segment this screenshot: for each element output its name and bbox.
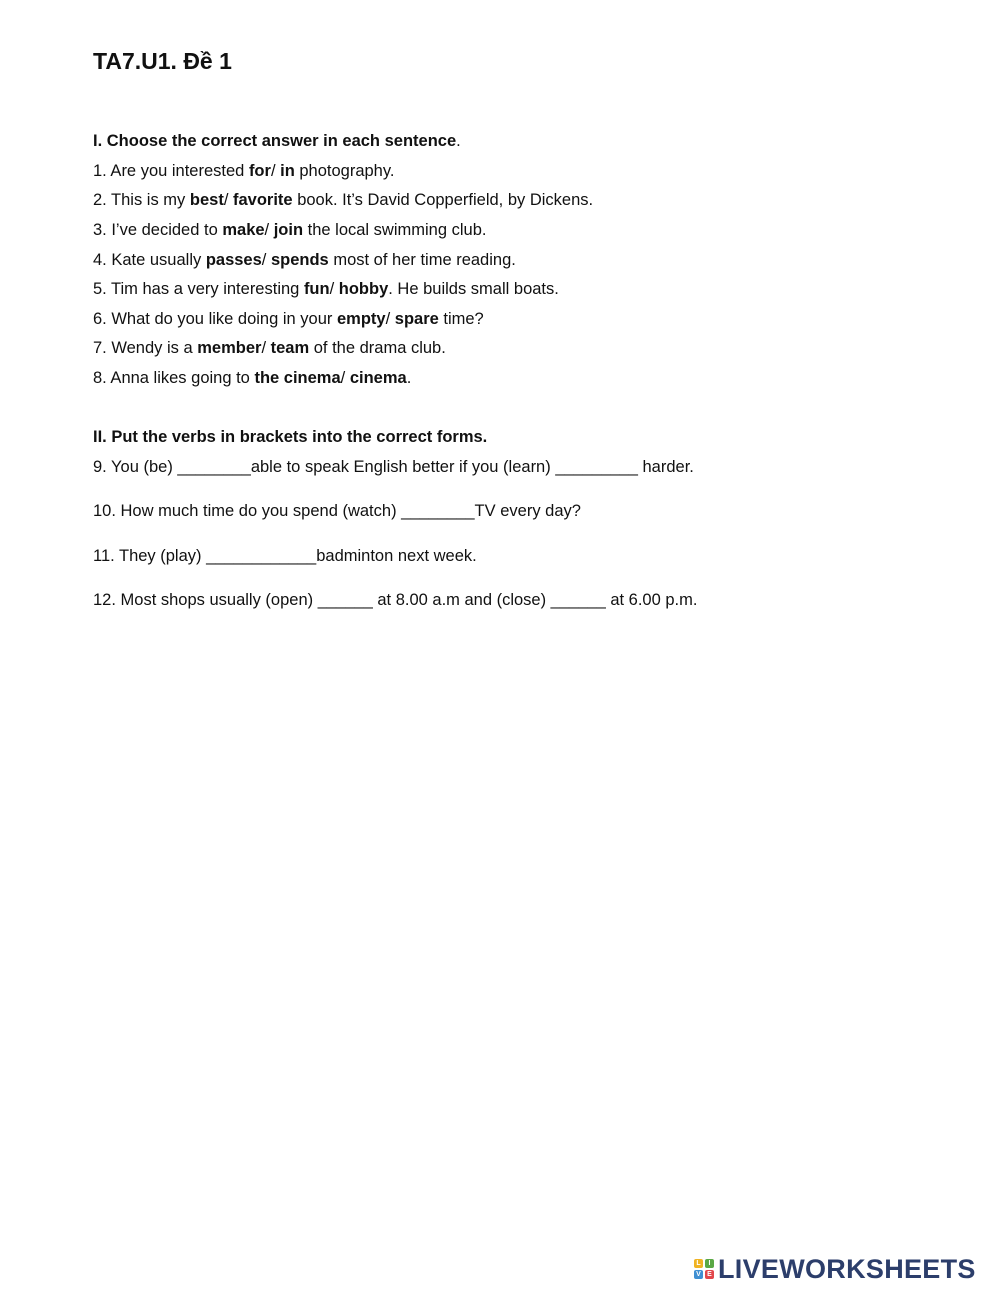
option-a: for <box>248 162 271 180</box>
option-b: hobby <box>338 280 389 298</box>
option-a: member <box>197 339 262 357</box>
option-a: empty <box>336 310 386 328</box>
question-5: 5. Tim has a very interesting fun/ hobby. He builds small boats. <box>93 280 559 298</box>
option-b: join <box>273 221 304 239</box>
option-b: in <box>280 162 295 180</box>
question-9: 9. You (be) ________able to speak English better if you (learn) _________ harder. <box>93 458 694 476</box>
logo-text: LIVEWORKSHEETS <box>718 1254 976 1284</box>
section-1-heading-text: I. Choose the correct answer in each sentence <box>93 132 457 150</box>
question-3: 3. I’ve decided to make/ join the local swimming club. <box>93 221 487 239</box>
liveworksheets-logo <box>694 1255 976 1283</box>
question-10: 10. How much time do you spend (watch) ________TV every day? <box>93 502 581 520</box>
option-a: the cinema <box>254 369 341 387</box>
question-7: 7. Wendy is a member/ team of the drama club. <box>93 339 446 357</box>
question-11: 11. They (play) ____________badminton next week. <box>93 547 477 565</box>
question-6: 6. What do you like doing in your empty/ spare time? <box>93 310 484 328</box>
option-b: favorite <box>233 191 293 209</box>
option-b: spare <box>394 310 439 328</box>
option-a: passes <box>205 251 262 269</box>
question-2: 2. This is my best/ favorite book. It’s David Copperfield, by Dickens. <box>93 191 594 209</box>
option-a: make <box>222 221 265 239</box>
question-4: 4. Kate usually passes/ spends most of her time reading. <box>93 251 516 269</box>
option-b: spends <box>270 251 329 269</box>
option-b: cinema <box>349 369 407 387</box>
option-b: team <box>270 339 310 357</box>
question-12: 12. Most shops usually (open) ______ at 8.00 a.m and (close) ______ at 6.00 p.m. <box>93 591 698 609</box>
section-2-heading: II. Put the verbs in brackets into the correct forms. <box>93 428 488 446</box>
question-1: 1. Are you interested for/ in photography. <box>93 162 395 180</box>
logo-blocks-icon: L I V E <box>694 1259 714 1279</box>
question-8: 8. Anna likes going to the cinema/ cinema. <box>93 369 412 387</box>
option-a: fun <box>303 280 330 298</box>
page-title: TA7.U1. Đề 1 <box>93 48 232 74</box>
section-1-heading <box>93 131 461 151</box>
section-1-heading-tail: . <box>456 132 461 150</box>
option-a: best <box>189 191 224 209</box>
